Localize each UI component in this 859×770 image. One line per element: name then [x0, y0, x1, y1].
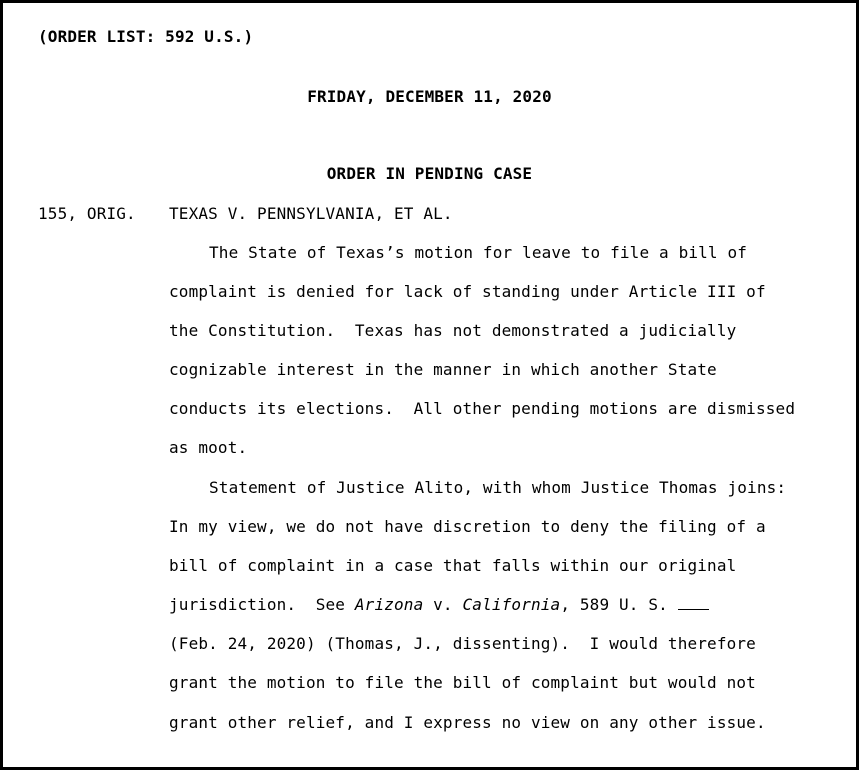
- order-text-line: as moot.: [169, 438, 248, 457]
- statement-text-line: Statement of Justice Alito, with whom Justice Thomas joins:: [209, 478, 787, 497]
- statement-text-line: grant the motion to file the bill of complaint but would not: [169, 673, 756, 692]
- statement-text-line: bill of complaint in a case that falls within our original: [169, 556, 737, 575]
- citation-line: [169, 595, 709, 615]
- case-caption: TEXAS V. PENNSYLVANIA, ET AL.: [169, 204, 453, 223]
- case-number: 155, ORIG.: [38, 204, 136, 223]
- order-text-line: conducts its elections. All other pending motions are dismissed: [169, 399, 796, 418]
- page-number-blank: [678, 595, 709, 610]
- order-list-label: (ORDER LIST: 592 U.S.): [38, 27, 254, 46]
- case-party-california: California: [462, 595, 561, 614]
- statement-text-line: (Feb. 24, 2020) (Thomas, J., dissenting). I would therefore: [169, 634, 756, 653]
- statement-text-line: grant other relief, and I express no view on any other issue.: [169, 713, 766, 732]
- order-text-line: the Constitution. Texas has not demonstrated a judicially: [169, 321, 737, 340]
- order-date: FRIDAY, DECEMBER 11, 2020: [307, 87, 552, 106]
- case-party-arizona: Arizona: [354, 595, 424, 614]
- order-text-line: The State of Texas’s motion for leave to file a bill of: [209, 243, 748, 262]
- order-text-line: cognizable interest in the manner in which another State: [169, 360, 717, 379]
- section-title: ORDER IN PENDING CASE: [326, 164, 533, 183]
- statement-text-line: In my view, we do not have discretion to deny the filing of a: [169, 517, 766, 536]
- citation-reporter: , 589 U. S.: [560, 595, 678, 614]
- citation-versus: v.: [423, 595, 463, 614]
- order-text-line: complaint is denied for lack of standing under Article III of: [169, 282, 766, 301]
- citation-prefix: jurisdiction. See: [169, 595, 355, 614]
